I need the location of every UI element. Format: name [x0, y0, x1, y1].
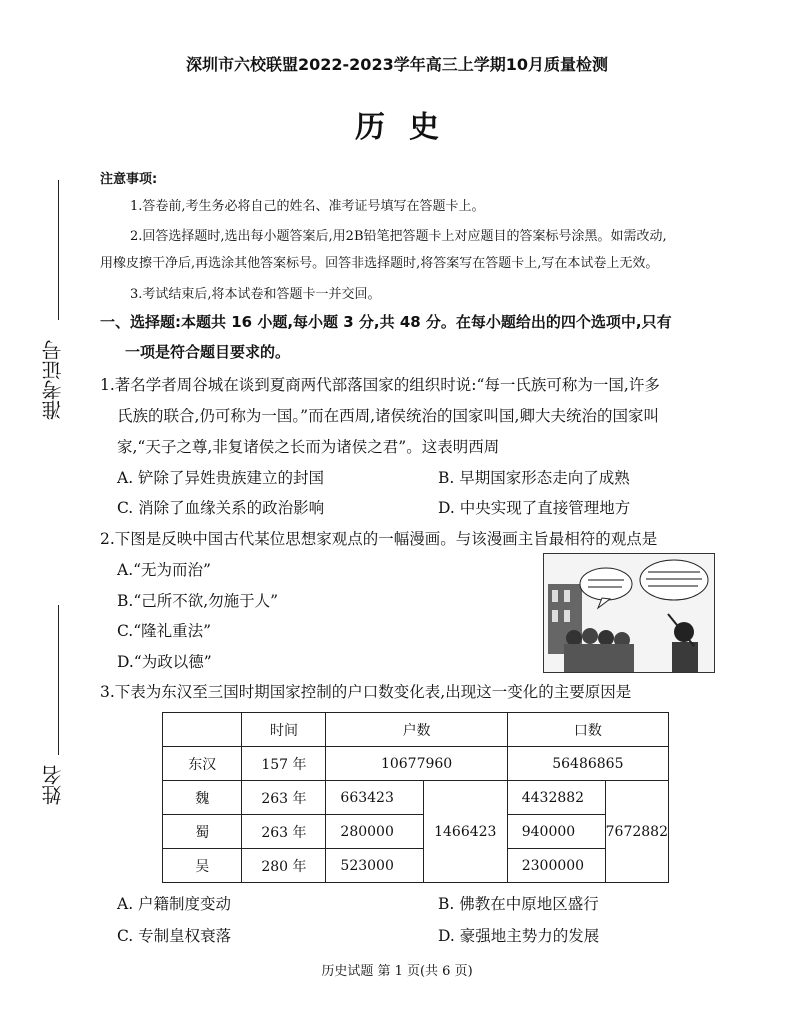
table-row-donghan: [163, 747, 669, 781]
q1-stem-line-2: 氏族的联合,仍可称为一国。”而在西周,诸侯统治的国家叫国,卿大夫统治的国家叫: [117, 407, 659, 425]
notice-item-2-line-2: 用橡皮擦干净后,再选涂其他答案标号。回答非选择题时,将答案写在答题卡上,写在本试卷上无效。: [100, 256, 659, 271]
side-rule-top: [58, 180, 59, 320]
notice-item-3: 3.考试结束后,将本试卷和答题卡一并交回。: [130, 287, 381, 302]
table-cell-population: 56486865: [507, 747, 668, 781]
table-cell-name: 蜀: [163, 815, 242, 849]
table-cell-year: 280 年: [242, 849, 326, 883]
q1-stem-line-1: 1.著名学者周谷城在谈到夏商两代部落国家的组织时说:“每一氏族可称为一国,许多: [100, 376, 660, 394]
table-cell-population: 4432882: [507, 781, 605, 815]
notice-item-1: 1.答卷前,考生务必将自己的姓名、准考证号填写在答题卡上。: [130, 199, 485, 214]
q2-option-b: B.“己所不欲,勿施于人”: [117, 592, 279, 610]
name-label: 姓名: [41, 765, 65, 805]
q1-option-c: C. 消除了血缘关系的政治影响: [117, 499, 325, 517]
household-population-table: [162, 712, 669, 883]
table-cell-population: 940000: [507, 815, 605, 849]
cartoon-illustration: [543, 553, 715, 673]
table-header-blank: [163, 713, 242, 747]
q3-option-d: D. 豪强地主势力的发展: [438, 927, 600, 945]
table-header-population: 口数: [507, 713, 668, 747]
table-cell-households: 663423: [326, 781, 423, 815]
side-rule-middle: [58, 605, 59, 755]
table-cell-population: 2300000: [507, 849, 605, 883]
q2-option-d: D.“为政以德”: [117, 653, 212, 671]
q3-option-a: A. 户籍制度变动: [117, 895, 232, 913]
table-cell-households: 10677960: [326, 747, 507, 781]
q2-option-a: A.“无为而治”: [117, 561, 211, 579]
exam-title: 深圳市六校联盟2022-2023学年高三上学期10月质量检测: [186, 55, 608, 74]
q3-option-c: C. 专制皇权衰落: [117, 927, 232, 945]
page-footer: 历史试题 第 1 页(共 6 页): [321, 964, 473, 979]
q3-option-b: B. 佛教在中原地区盛行: [438, 895, 599, 913]
q1-option-a: A. 铲除了异姓贵族建立的封国: [117, 469, 325, 487]
table-cell-name: 魏: [163, 781, 242, 815]
table-cell-households: 280000: [326, 815, 423, 849]
table-header-households: 户数: [326, 713, 507, 747]
q1-stem-line-3: 家,“天子之尊,非复诸侯之长而为诸侯之君”。这表明西周: [117, 438, 500, 456]
q3-stem: 3.下表为东汉至三国时期国家控制的户口数变化表,出现这一变化的主要原因是: [100, 683, 632, 701]
notice-heading: 注意事项:: [100, 172, 158, 187]
section-heading-line-2: 一项是符合题目要求的。: [125, 343, 291, 361]
table-row-wu: [163, 849, 669, 883]
table-cell-households: 523000: [326, 849, 423, 883]
table-cell-total-population: 7672882: [605, 781, 668, 883]
table-cell-name: 东汉: [163, 747, 242, 781]
table-cell-year: 263 年: [242, 815, 326, 849]
q2-option-c: C.“隆礼重法”: [117, 622, 212, 640]
subject-title: 历史: [355, 110, 463, 145]
table-cell-name: 吴: [163, 849, 242, 883]
admission-number-label: 准考证号: [41, 340, 65, 420]
table-header-row: [163, 713, 669, 747]
table-cell-total-households: 1466423: [423, 781, 507, 883]
q1-option-b: B. 早期国家形态走向了成熟: [438, 469, 630, 487]
table-row-wei: [163, 781, 669, 815]
table-cell-year: 263 年: [242, 781, 326, 815]
cartoon-drawing: [544, 554, 714, 672]
table-cell-year: 157 年: [242, 747, 326, 781]
notice-item-2-line-1: 2.回答选择题时,选出每小题答案后,用2B铅笔把答题卡上对应题目的答案标号涂黑。如需改动,: [130, 229, 667, 244]
q2-stem: 2.下图是反映中国古代某位思想家观点的一幅漫画。与该漫画主旨最相符的观点是: [100, 530, 658, 548]
section-heading-line-1: 一、选择题:本题共 16 小题,每小题 3 分,共 48 分。在每小题给出的四个选项中,只有: [100, 313, 672, 331]
table-header-time: 时间: [242, 713, 326, 747]
q1-option-d: D. 中央实现了直接管理地方: [438, 499, 631, 517]
table-row-shu: [163, 815, 669, 849]
